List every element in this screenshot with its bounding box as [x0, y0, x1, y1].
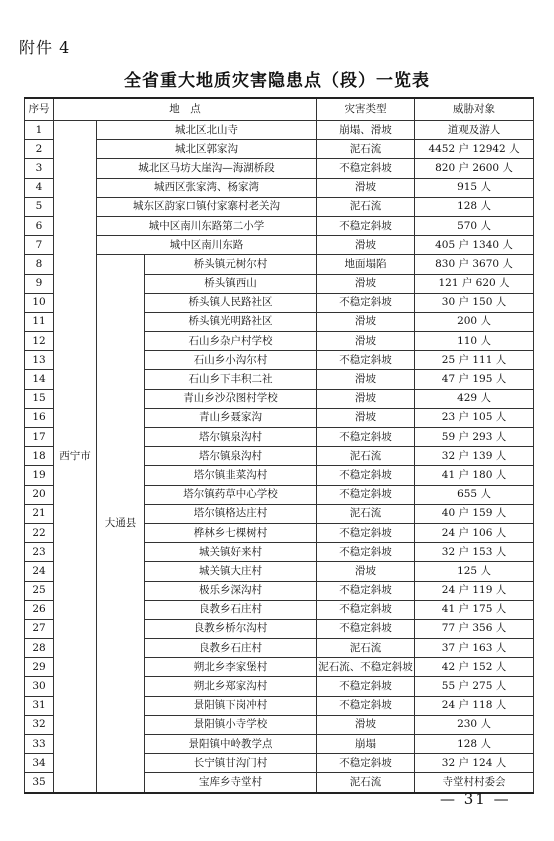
threat-cell: 200 人	[415, 312, 534, 331]
row-number: 24	[25, 562, 54, 581]
header-seq: 序号	[25, 98, 54, 121]
threat-cell: 110 人	[415, 332, 534, 351]
threat-cell: 4452 户 12942 人	[415, 140, 534, 159]
location-cell: 桥头镇人民路社区	[145, 293, 317, 312]
location-cell: 桥头镇元树尔村	[145, 255, 317, 274]
hazard-table	[24, 97, 534, 794]
location-cell: 朔北乡李家堡村	[145, 658, 317, 677]
row-number: 32	[25, 715, 54, 734]
row-number: 12	[25, 332, 54, 351]
location-cell: 城中区南川东路第二小学	[97, 216, 317, 235]
threat-cell: 230 人	[415, 715, 534, 734]
county-cell: 大通县	[97, 255, 145, 793]
hazard-type-cell: 泥石流	[317, 197, 415, 216]
location-cell: 塔尔镇格达庄村	[145, 504, 317, 523]
threat-cell: 820 户 2600 人	[415, 159, 534, 178]
threat-cell: 寺堂村村委会	[415, 773, 534, 793]
hazard-type-cell: 泥石流	[317, 639, 415, 658]
row-number: 29	[25, 658, 54, 677]
hazard-type-cell: 不稳定斜坡	[317, 543, 415, 562]
row-number: 35	[25, 773, 54, 793]
city-cell: 西宁市	[54, 121, 97, 793]
threat-cell: 37 户 163 人	[415, 639, 534, 658]
location-cell: 青山乡沙尕图村学校	[145, 389, 317, 408]
threat-cell: 32 户 124 人	[415, 754, 534, 773]
row-number: 23	[25, 543, 54, 562]
location-cell: 城北区郭家沟	[97, 140, 317, 159]
row-number: 7	[25, 236, 54, 255]
hazard-type-cell: 崩塌、滑坡	[317, 121, 415, 140]
hazard-type-cell: 滑坡	[317, 715, 415, 734]
location-cell: 石山乡杂户村学校	[145, 332, 317, 351]
row-number: 19	[25, 466, 54, 485]
table-row	[25, 236, 534, 255]
hazard-type-cell: 滑坡	[317, 562, 415, 581]
hazard-type-cell: 滑坡	[317, 274, 415, 293]
hazard-type-cell: 不稳定斜坡	[317, 754, 415, 773]
location-cell: 桦林乡七棵树村	[145, 523, 317, 542]
row-number: 3	[25, 159, 54, 178]
threat-cell: 24 户 118 人	[415, 696, 534, 715]
hazard-type-cell: 不稳定斜坡	[317, 677, 415, 696]
hazard-type-cell: 不稳定斜坡	[317, 619, 415, 638]
location-cell: 城北区北山寺	[97, 121, 317, 140]
threat-cell: 42 户 152 人	[415, 658, 534, 677]
header-location: 地 点	[54, 98, 317, 121]
threat-cell: 77 户 356 人	[415, 619, 534, 638]
threat-cell: 830 户 3670 人	[415, 255, 534, 274]
location-cell: 青山乡聂家沟	[145, 408, 317, 427]
threat-cell: 41 户 180 人	[415, 466, 534, 485]
location-cell: 城关镇大庄村	[145, 562, 317, 581]
table-body	[25, 121, 534, 793]
row-number: 9	[25, 274, 54, 293]
location-cell: 良教乡石庄村	[145, 639, 317, 658]
threat-cell: 655 人	[415, 485, 534, 504]
page-number: — 31 —	[440, 790, 511, 808]
header-hazard-type: 灾害类型	[317, 98, 415, 121]
hazard-type-cell: 崩塌	[317, 735, 415, 754]
threat-cell: 128 人	[415, 735, 534, 754]
location-cell: 朔北乡郑家沟村	[145, 677, 317, 696]
hazard-type-cell: 不稳定斜坡	[317, 159, 415, 178]
location-cell: 城关镇好来村	[145, 543, 317, 562]
location-cell: 桥头镇西山	[145, 274, 317, 293]
location-cell: 塔尔镇药草中心学校	[145, 485, 317, 504]
row-number: 27	[25, 619, 54, 638]
location-cell: 石山乡小沟尔村	[145, 351, 317, 370]
location-cell: 石山乡下丰积二社	[145, 370, 317, 389]
row-number: 31	[25, 696, 54, 715]
threat-cell: 570 人	[415, 216, 534, 235]
location-cell: 良教乡桥尔沟村	[145, 619, 317, 638]
threat-cell: 24 户 106 人	[415, 523, 534, 542]
hazard-type-cell: 不稳定斜坡	[317, 351, 415, 370]
row-number: 15	[25, 389, 54, 408]
location-cell: 城东区韵家口镇付家寨村老关沟	[97, 197, 317, 216]
hazard-type-cell: 滑坡	[317, 178, 415, 197]
threat-cell: 24 户 119 人	[415, 581, 534, 600]
hazard-type-cell: 滑坡	[317, 370, 415, 389]
hazard-type-cell: 泥石流	[317, 773, 415, 793]
location-cell: 塔尔镇韭菜沟村	[145, 466, 317, 485]
row-number: 26	[25, 600, 54, 619]
hazard-type-cell: 不稳定斜坡	[317, 428, 415, 447]
threat-cell: 40 户 159 人	[415, 504, 534, 523]
row-number: 4	[25, 178, 54, 197]
threat-cell: 25 户 111 人	[415, 351, 534, 370]
location-cell: 长宁镇甘沟门村	[145, 754, 317, 773]
row-number: 20	[25, 485, 54, 504]
row-number: 11	[25, 312, 54, 331]
threat-cell: 32 户 139 人	[415, 447, 534, 466]
table-header-row	[25, 98, 534, 121]
location-cell: 良教乡石庄村	[145, 600, 317, 619]
location-cell: 极乐乡深沟村	[145, 581, 317, 600]
row-number: 8	[25, 255, 54, 274]
threat-cell: 47 户 195 人	[415, 370, 534, 389]
row-number: 34	[25, 754, 54, 773]
hazard-type-cell: 滑坡	[317, 389, 415, 408]
location-cell: 塔尔镇泉沟村	[145, 447, 317, 466]
location-cell: 城中区南川东路	[97, 236, 317, 255]
hazard-type-cell: 不稳定斜坡	[317, 696, 415, 715]
table-row	[25, 159, 534, 178]
threat-cell: 59 户 293 人	[415, 428, 534, 447]
row-number: 18	[25, 447, 54, 466]
threat-cell: 429 人	[415, 389, 534, 408]
threat-cell: 405 户 1340 人	[415, 236, 534, 255]
row-number: 17	[25, 428, 54, 447]
location-cell: 宝库乡寺堂村	[145, 773, 317, 793]
threat-cell: 41 户 175 人	[415, 600, 534, 619]
threat-cell: 30 户 150 人	[415, 293, 534, 312]
row-number: 2	[25, 140, 54, 159]
annex-label: 附件 4	[19, 38, 71, 57]
hazard-type-cell: 不稳定斜坡	[317, 216, 415, 235]
table-row	[25, 197, 534, 216]
location-cell: 景阳镇下岗冲村	[145, 696, 317, 715]
hazard-type-cell: 不稳定斜坡	[317, 600, 415, 619]
hazard-type-cell: 泥石流	[317, 447, 415, 466]
location-cell: 城北区马坊大崖沟—海湖桥段	[97, 159, 317, 178]
row-number: 14	[25, 370, 54, 389]
hazard-type-cell: 滑坡	[317, 236, 415, 255]
threat-cell: 121 户 620 人	[415, 274, 534, 293]
row-number: 25	[25, 581, 54, 600]
location-cell: 塔尔镇泉沟村	[145, 428, 317, 447]
threat-cell: 128 人	[415, 197, 534, 216]
row-number: 13	[25, 351, 54, 370]
threat-cell: 915 人	[415, 178, 534, 197]
hazard-type-cell: 泥石流	[317, 140, 415, 159]
row-number: 6	[25, 216, 54, 235]
page-title: 全省重大地质灾害隐患点（段）一览表	[124, 71, 430, 91]
row-number: 10	[25, 293, 54, 312]
threat-cell: 125 人	[415, 562, 534, 581]
location-cell: 景阳镇中岭教学点	[145, 735, 317, 754]
row-number: 33	[25, 735, 54, 754]
hazard-type-cell: 不稳定斜坡	[317, 485, 415, 504]
header-threat: 威胁对象	[415, 98, 534, 121]
table-row	[25, 121, 534, 140]
location-cell: 城西区张家湾、杨家湾	[97, 178, 317, 197]
row-number: 22	[25, 523, 54, 542]
threat-cell: 32 户 153 人	[415, 543, 534, 562]
threat-cell: 23 户 105 人	[415, 408, 534, 427]
hazard-type-cell: 不稳定斜坡	[317, 466, 415, 485]
location-cell: 桥头镇光明路社区	[145, 312, 317, 331]
row-number: 30	[25, 677, 54, 696]
row-number: 1	[25, 121, 54, 140]
table-row	[25, 216, 534, 235]
hazard-type-cell: 不稳定斜坡	[317, 523, 415, 542]
row-number: 16	[25, 408, 54, 427]
hazard-type-cell: 不稳定斜坡	[317, 293, 415, 312]
threat-cell: 道观及游人	[415, 121, 534, 140]
hazard-type-cell: 滑坡	[317, 332, 415, 351]
table-row	[25, 178, 534, 197]
hazard-type-cell: 不稳定斜坡	[317, 581, 415, 600]
hazard-type-cell: 地面塌陷	[317, 255, 415, 274]
row-number: 21	[25, 504, 54, 523]
row-number: 28	[25, 639, 54, 658]
hazard-type-cell: 泥石流	[317, 504, 415, 523]
row-number: 5	[25, 197, 54, 216]
table-row	[25, 255, 534, 274]
hazard-type-cell: 泥石流、不稳定斜坡	[317, 658, 415, 677]
location-cell: 景阳镇小寺学校	[145, 715, 317, 734]
hazard-type-cell: 滑坡	[317, 312, 415, 331]
table-row	[25, 140, 534, 159]
threat-cell: 55 户 275 人	[415, 677, 534, 696]
hazard-type-cell: 滑坡	[317, 408, 415, 427]
